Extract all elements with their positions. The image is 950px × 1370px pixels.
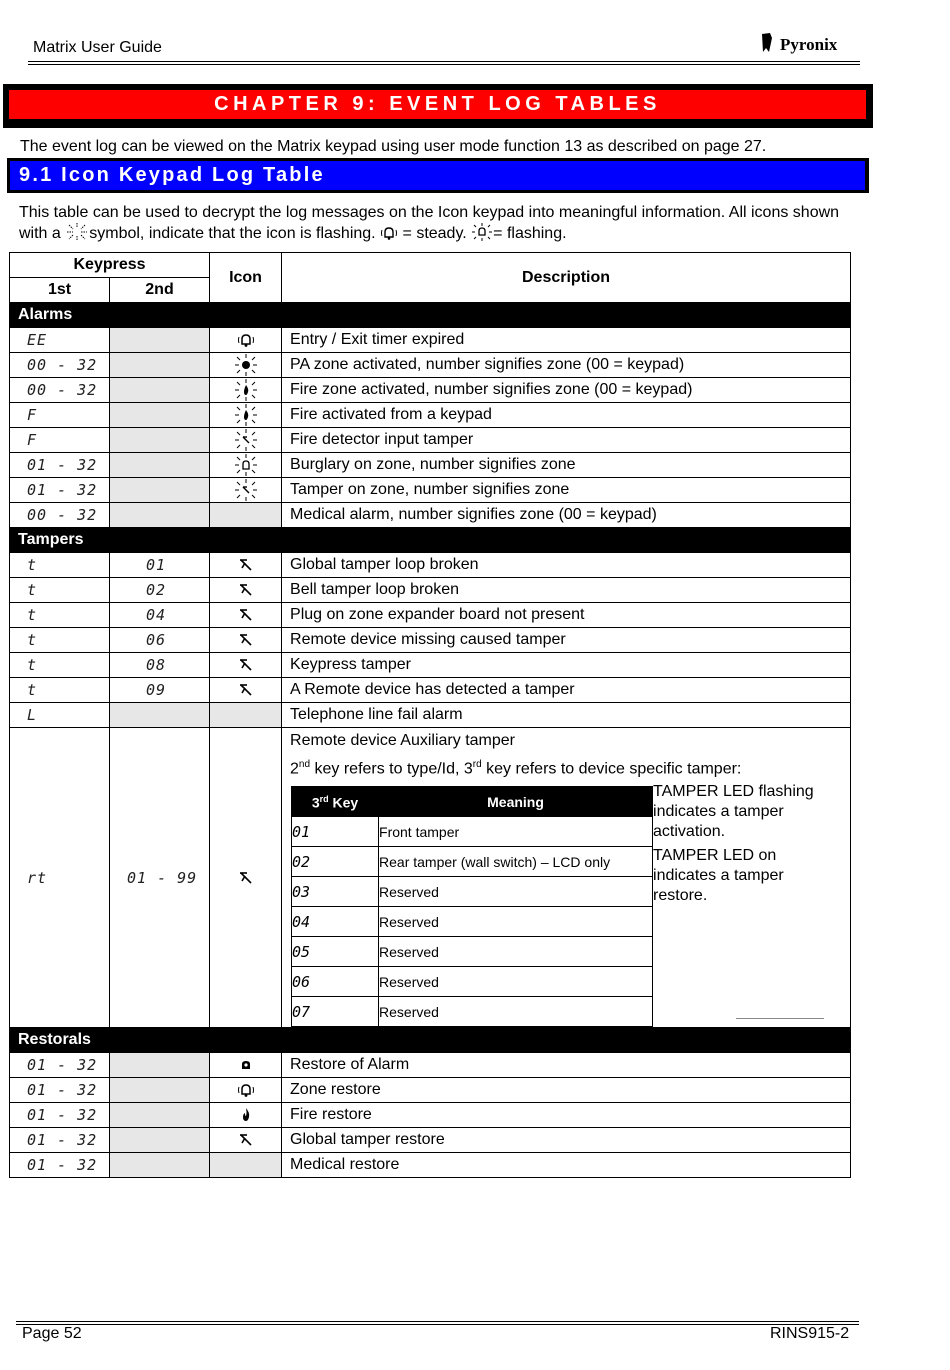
svg-text:Pyronix: Pyronix [780,35,838,54]
first-key-cell: 01 - 32 [10,1128,110,1153]
header-text: Key [328,794,359,811]
icon-cell [210,578,282,603]
first-key-cell: rt [10,728,110,1028]
table-row [10,1103,851,1128]
rt-sup: nd [298,759,311,770]
third-key-cell: 01 [292,817,379,847]
first-key-cell: t [10,653,110,678]
para-text: = steady. [398,225,472,242]
description-cell [282,728,851,1028]
para-text: This table can be used to decrypt the log messages on the Icon keypad into meaningful information. All icons shown with a [19,204,840,242]
footer-rule [16,1324,859,1325]
bell-flashing-icon [471,223,493,241]
header-title: Matrix User Guide [33,39,162,56]
icon-cell [210,328,282,353]
description-cell: Fire activated from a keypad [282,403,851,428]
third-key-cell: 05 [292,937,379,967]
third-key-row [292,907,653,937]
first-key-cell: 01 - 32 [10,1153,110,1178]
icon-cell [210,728,282,1028]
second-key-cell [110,703,210,728]
third-key-rows [292,817,653,1027]
group-restorals: Restorals [10,1028,851,1053]
meaning-cell: Reserved [379,997,653,1027]
description-cell: Global tamper loop broken [282,553,851,578]
explanation-paragraph [19,203,849,244]
icon-cell [210,353,282,378]
first-key-cell: 01 - 32 [10,478,110,503]
table-row [10,428,851,453]
second-key-cell [110,1103,210,1128]
first-key-cell: t [10,678,110,703]
description-cell: Telephone line fail alarm [282,703,851,728]
icon-cell [210,1078,282,1103]
header-rule [28,64,860,65]
third-key-row [292,847,653,877]
description-cell: Bell tamper loop broken [282,578,851,603]
description-cell: Fire zone activated, number signifies zone (00 = keypad) [282,378,851,403]
divider [736,1018,824,1019]
second-key-cell: 09 [110,678,210,703]
second-key-cell: 02 [110,578,210,603]
page-number: Page 52 [22,1325,82,1342]
first-key-cell: t [10,553,110,578]
second-key-cell [110,1053,210,1078]
meaning-cell: Rear tamper (wall switch) – LCD only [379,847,653,877]
icon-cell [210,603,282,628]
description-cell: Fire restore [282,1103,851,1128]
second-key-cell: 01 [110,553,210,578]
second-key-cell [110,453,210,478]
table-row [10,578,851,603]
icon-cell [210,1053,282,1078]
second-key-cell [110,1128,210,1153]
icon-cell [210,453,282,478]
first-key-cell: F [10,428,110,453]
icon-cell [210,553,282,578]
bell-flashing-icon [210,454,281,476]
second-key-cell [110,403,210,428]
first-key-cell: t [10,628,110,653]
tamper-icon [210,1132,281,1148]
meaning-cell: Reserved [379,937,653,967]
tampers-rows [10,553,851,728]
icon-cell [210,428,282,453]
third-key-table [291,786,653,1027]
tamper-flashing-icon [210,429,281,451]
table-row [10,453,851,478]
description-cell: Global tamper restore [282,1128,851,1153]
pyronix-logo [760,30,844,56]
tamper-flashing-icon [210,479,281,501]
icon-keypad-log-table [9,252,851,1178]
group-tampers: Tampers [10,528,851,553]
second-key-cell: 08 [110,653,210,678]
tamper-icon [210,632,281,648]
keypress-header: Keypress [10,253,210,278]
bell-steady-icon [210,1081,281,1099]
icon-cell [210,403,282,428]
second-key-cell: 04 [110,603,210,628]
icon-cell [210,1153,282,1178]
description-cell: PA zone activated, number signifies zone (00 = keypad) [282,353,851,378]
second-key-cell [110,328,210,353]
rt-text: key refers to type/Id, 3 [310,760,473,778]
third-key-cell: 07 [292,997,379,1027]
first-key-cell: L [10,703,110,728]
first-key-cell: EE [10,328,110,353]
table-row [10,728,851,1028]
chapter-title: CHAPTER 9: EVENT LOG TABLES [9,90,866,119]
description-cell: Burglary on zone, number signifies zone [282,453,851,478]
header-rule [28,61,860,62]
first-key-cell: 00 - 32 [10,353,110,378]
icon-cell [210,478,282,503]
table-row [10,1078,851,1103]
rt-text: key refers to device specific tamper: [481,760,742,778]
description-cell: Remote device missing caused tamper [282,628,851,653]
chapter-banner [3,84,873,128]
icon-cell [210,678,282,703]
description-cell: Plug on zone expander board not present [282,603,851,628]
table-row [10,328,851,353]
icon-cell [210,378,282,403]
meaning-cell: Reserved [379,967,653,997]
third-key-cell: 06 [292,967,379,997]
tamper-icon [210,582,281,598]
description-cell: Restore of Alarm [282,1053,851,1078]
tamper-icon [210,657,281,673]
header-sup: rd [319,793,329,804]
third-key-header [292,787,379,817]
third-key-row [292,877,653,907]
first-key-cell: 00 - 32 [10,378,110,403]
meaning-header: Meaning [379,787,653,817]
description-cell: Fire detector input tamper [282,428,851,453]
second-key-cell [110,1153,210,1178]
second-key-cell [110,478,210,503]
fire-flashing-icon [210,404,281,426]
third-key-cell: 04 [292,907,379,937]
para-text: symbol, indicate that the icon is flashing. [89,225,381,242]
note-flashing: TAMPER LED flashing indicates a tamper activation. [653,783,814,840]
icon-cell [210,653,282,678]
third-key-row [292,997,653,1027]
table-row [10,378,851,403]
note-on: TAMPER LED on indicates a tamper restore. [653,847,784,904]
meaning-cell: Front tamper [379,817,653,847]
icon-cell [210,628,282,653]
description-cell: Zone restore [282,1078,851,1103]
third-key-row [292,817,653,847]
table-row [10,628,851,653]
table-row [10,353,851,378]
tamper-icon [210,607,281,623]
description-cell: A Remote device has detected a tamper [282,678,851,703]
icon-cell [210,503,282,528]
third-key-row [292,967,653,997]
second-key-cell: 01 - 99 [110,728,210,1028]
table-row [10,1128,851,1153]
icon-cell [210,703,282,728]
tamper-led-note [653,782,823,910]
table-row [10,478,851,503]
third-key-cell: 02 [292,847,379,877]
table-row [10,403,851,428]
first-key-cell: t [10,578,110,603]
restore-alarm-icon [210,1058,281,1072]
third-key-row [292,937,653,967]
first-key-cell: 01 - 32 [10,453,110,478]
second-key-cell [110,353,210,378]
first-key-cell: 00 - 32 [10,503,110,528]
table-row [10,678,851,703]
icon-cell [210,1103,282,1128]
footer-rule [16,1321,859,1322]
para-text: = flashing. [493,225,567,242]
rt-line2 [290,754,850,780]
first-key-cell: 01 - 32 [10,1078,110,1103]
first-key-cell: F [10,403,110,428]
flash-symbol-icon [65,223,89,241]
third-key-cell: 03 [292,877,379,907]
tamper-icon [210,557,281,573]
fire-icon [210,1107,281,1123]
description-cell: Entry / Exit timer expired [282,328,851,353]
icon-header: Icon [210,253,282,303]
section-title: 9.1 Icon Keypad Log Table [10,161,865,190]
tamper-icon [210,870,281,886]
description-cell: Medical restore [282,1153,851,1178]
meaning-cell: Reserved [379,907,653,937]
restorals-rows [10,1053,851,1178]
header-text: 3 [311,794,320,811]
second-key-cell [110,1078,210,1103]
table-row [10,553,851,578]
first-key-cell: 01 - 32 [10,1103,110,1128]
description-header: Description [282,253,851,303]
bell-steady-icon [380,225,398,241]
second-key-cell [110,378,210,403]
description-cell: Keypress tamper [282,653,851,678]
second-key-cell: 06 [110,628,210,653]
rt-text: 2 [290,760,299,778]
table-row [10,653,851,678]
rt-sup: rd [472,759,482,770]
section-banner [7,158,869,193]
group-alarms: Alarms [10,303,851,328]
first-key-header: 1st [10,278,110,303]
table-row [10,1053,851,1078]
description-cell: Tamper on zone, number signifies zone [282,478,851,503]
fire-flashing-icon [210,379,281,401]
rt-line1: Remote device Auxiliary tamper [290,732,515,749]
pa-flashing-icon [210,354,281,376]
table-row [10,503,851,528]
first-key-cell: t [10,603,110,628]
tamper-icon [210,682,281,698]
document-code: RINS915-2 [770,1325,850,1342]
alarms-rows [10,328,851,528]
icon-cell [210,1128,282,1153]
bell-steady-icon [210,331,281,349]
second-key-header: 2nd [110,278,210,303]
first-key-cell: 01 - 32 [10,1053,110,1078]
table-row [10,603,851,628]
table-row [10,1153,851,1178]
second-key-cell [110,428,210,453]
table-row [10,703,851,728]
second-key-cell [110,503,210,528]
intro-text: The event log can be viewed on the Matrix keypad using user mode function 13 as described on page 27. [20,138,767,155]
description-cell: Medical alarm, number signifies zone (00 = keypad) [282,503,851,528]
meaning-cell: Reserved [379,877,653,907]
